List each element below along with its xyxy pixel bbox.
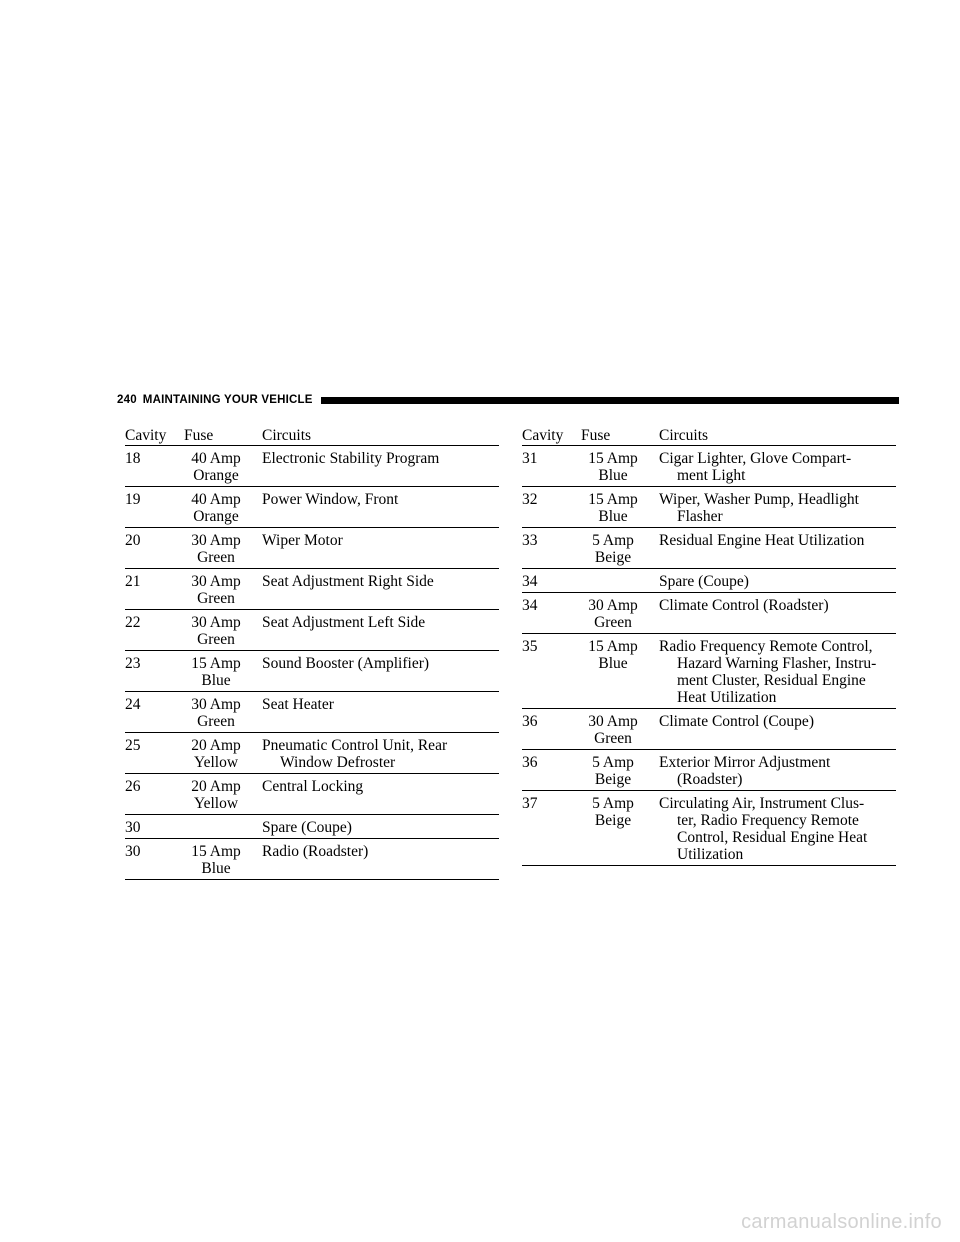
cavity-cell: 26	[125, 774, 184, 815]
cavity-cell: 36	[522, 750, 581, 791]
circuits-line: ment Light	[677, 467, 746, 484]
fuse-line: 15 Amp	[588, 450, 638, 467]
circuits-cell	[262, 446, 499, 487]
column-header-cavity: Cavity	[125, 425, 184, 446]
circuits-line: Sound Booster (Amplifier)	[262, 655, 430, 672]
column-header-cavity: Cavity	[522, 425, 581, 446]
table-row	[125, 733, 499, 774]
table-row	[125, 446, 499, 487]
cavity-cell: 30	[125, 815, 184, 839]
circuits-line: Wiper, Washer Pump, Headlight	[659, 491, 859, 508]
fuse-line: Orange	[193, 467, 239, 484]
circuits-cell	[262, 692, 499, 733]
fuse-line: 30 Amp	[191, 573, 241, 590]
table-row	[522, 750, 896, 791]
table-row	[125, 692, 499, 733]
circuits-line: Residual Engine Heat Utilization	[659, 532, 865, 549]
cavity-cell: 36	[522, 709, 581, 750]
fuse-cell	[184, 692, 262, 733]
fuse-line: Blue	[598, 508, 628, 525]
fuse-cell	[581, 487, 659, 528]
fuse-cell	[581, 446, 659, 487]
circuits-cell	[659, 750, 896, 791]
circuits-cell	[262, 528, 499, 569]
fuse-cell	[184, 774, 262, 815]
circuits-cell	[659, 569, 896, 593]
fuse-line: 30 Amp	[191, 532, 241, 549]
table-row	[522, 569, 896, 593]
circuits-line: ment Cluster, Residual Engine	[677, 672, 866, 689]
fuse-line: 15 Amp	[191, 843, 241, 860]
cavity-cell: 21	[125, 569, 184, 610]
fuse-line: 5 Amp	[592, 754, 634, 771]
fuse-line: 40 Amp	[191, 491, 241, 508]
circuits-cell	[262, 733, 499, 774]
circuits-line: Spare (Coupe)	[659, 573, 749, 590]
circuits-line: Radio (Roadster)	[262, 843, 369, 860]
circuits-line: Hazard Warning Flasher, Instru-	[677, 655, 877, 672]
column-header-fuse: Fuse	[581, 425, 659, 446]
fuse-line: Green	[197, 590, 235, 607]
cavity-cell: 23	[125, 651, 184, 692]
fuse-cell	[581, 709, 659, 750]
cavity-cell: 31	[522, 446, 581, 487]
table-row	[125, 487, 499, 528]
fuse-cell	[581, 569, 659, 593]
table-row	[125, 651, 499, 692]
circuits-cell	[659, 528, 896, 569]
circuits-line: Window Defroster	[280, 754, 396, 771]
fuse-line: 5 Amp	[592, 532, 634, 549]
fuse-line: Blue	[598, 467, 628, 484]
fuse-line: 20 Amp	[191, 778, 241, 795]
page-header	[117, 392, 899, 408]
circuits-line: (Roadster)	[677, 771, 743, 788]
column-header-fuse: Fuse	[184, 425, 262, 446]
fuse-line: 5 Amp	[592, 795, 634, 812]
table-row	[522, 446, 896, 487]
table-row	[125, 569, 499, 610]
fuse-line: 30 Amp	[191, 696, 241, 713]
fuse-line: Beige	[594, 771, 632, 788]
circuits-line: Exterior Mirror Adjustment	[659, 754, 831, 771]
table-row	[125, 815, 499, 839]
cavity-cell: 32	[522, 487, 581, 528]
cavity-cell: 22	[125, 610, 184, 651]
circuits-line: Climate Control (Roadster)	[659, 597, 829, 614]
fuse-line: 15 Amp	[588, 491, 638, 508]
circuits-cell	[262, 839, 499, 880]
fuse-line: 30 Amp	[588, 597, 638, 614]
circuits-line: Control, Residual Engine Heat	[677, 829, 868, 846]
circuits-cell	[659, 446, 896, 487]
circuits-line: Power Window, Front	[262, 491, 399, 508]
table-row	[522, 791, 896, 866]
fuse-cell	[184, 610, 262, 651]
circuits-cell	[262, 569, 499, 610]
fuse-cell	[581, 593, 659, 634]
circuits-line: Radio Frequency Remote Control,	[659, 638, 873, 655]
fuse-cell	[184, 651, 262, 692]
table-row	[125, 610, 499, 651]
table-row	[125, 528, 499, 569]
fuse-cell	[581, 634, 659, 709]
fuse-cell	[184, 446, 262, 487]
cavity-cell: 19	[125, 487, 184, 528]
fuse-line: Yellow	[193, 754, 239, 771]
circuits-line: Central Locking	[262, 778, 364, 795]
circuits-line: Spare (Coupe)	[262, 819, 352, 836]
cavity-cell: 25	[125, 733, 184, 774]
fuse-line: Blue	[201, 860, 231, 877]
cavity-cell: 34	[522, 593, 581, 634]
circuits-cell	[262, 815, 499, 839]
circuits-line: Flasher	[677, 508, 723, 525]
watermark: carmanualsonline.info	[741, 1211, 942, 1233]
fuse-line: Yellow	[193, 795, 239, 812]
circuits-line: Wiper Motor	[262, 532, 343, 549]
fuse-line: Green	[594, 730, 632, 747]
fuse-cell	[184, 487, 262, 528]
circuits-cell	[262, 774, 499, 815]
circuits-cell	[262, 651, 499, 692]
fuse-cell	[184, 569, 262, 610]
circuits-line: Seat Adjustment Left Side	[262, 614, 426, 631]
circuits-cell	[659, 634, 896, 709]
fuse-table-left	[125, 425, 499, 880]
circuits-cell	[659, 593, 896, 634]
fuse-line: Blue	[201, 672, 231, 689]
fuse-cell	[184, 839, 262, 880]
circuits-line: Pneumatic Control Unit, Rear	[262, 737, 448, 754]
fuse-line: Blue	[598, 655, 628, 672]
fuse-line: Beige	[594, 549, 632, 566]
table-row	[125, 839, 499, 880]
fuse-line: 30 Amp	[191, 614, 241, 631]
table-row	[125, 774, 499, 815]
fuse-line: Orange	[193, 508, 239, 525]
table-row	[522, 487, 896, 528]
fuse-line: Green	[197, 713, 235, 730]
fuse-line: 30 Amp	[588, 713, 638, 730]
circuits-cell	[659, 791, 896, 866]
circuits-cell	[262, 487, 499, 528]
header-rule	[321, 397, 899, 404]
fuse-table-right	[522, 425, 896, 866]
circuits-line: Seat Adjustment Right Side	[262, 573, 434, 590]
circuits-line: Circulating Air, Instrument Clus-	[659, 795, 865, 812]
fuse-cell	[581, 528, 659, 569]
fuse-cell	[184, 815, 262, 839]
fuse-line: Green	[594, 614, 632, 631]
circuits-line: Electronic Stability Program	[262, 450, 440, 467]
fuse-line: 20 Amp	[191, 737, 241, 754]
circuits-line: Cigar Lighter, Glove Compart-	[659, 450, 852, 467]
table-row	[522, 528, 896, 569]
circuits-line: Utilization	[677, 846, 744, 863]
circuits-line: Seat Heater	[262, 696, 334, 713]
circuits-line: Climate Control (Coupe)	[659, 713, 814, 730]
cavity-cell: 35	[522, 634, 581, 709]
fuse-line: Beige	[594, 812, 632, 829]
page-number: 240	[117, 394, 137, 406]
cavity-cell: 37	[522, 791, 581, 866]
circuits-line: ter, Radio Frequency Remote	[677, 812, 859, 829]
fuse-cell	[581, 791, 659, 866]
table-header-row	[522, 425, 896, 446]
fuse-line: 15 Amp	[191, 655, 241, 672]
cavity-cell: 30	[125, 839, 184, 880]
circuits-cell	[659, 709, 896, 750]
table-row	[522, 709, 896, 750]
table-row	[522, 593, 896, 634]
table-header-row	[125, 425, 499, 446]
cavity-cell: 18	[125, 446, 184, 487]
cavity-cell: 34	[522, 569, 581, 593]
fuse-cell	[184, 528, 262, 569]
section-title: MAINTAINING YOUR VEHICLE	[142, 394, 313, 406]
table-row	[522, 634, 896, 709]
fuse-line: 40 Amp	[191, 450, 241, 467]
column-header-circuits: Circuits	[659, 425, 896, 446]
cavity-cell: 33	[522, 528, 581, 569]
cavity-cell: 20	[125, 528, 184, 569]
column-header-circuits: Circuits	[262, 425, 499, 446]
fuse-table-right-body	[522, 446, 896, 866]
cavity-cell: 24	[125, 692, 184, 733]
fuse-line: Green	[197, 549, 235, 566]
circuits-cell	[659, 487, 896, 528]
circuits-line: Heat Utilization	[677, 689, 777, 706]
fuse-cell	[184, 733, 262, 774]
fuse-line: Green	[197, 631, 235, 648]
fuse-cell	[581, 750, 659, 791]
circuits-cell	[262, 610, 499, 651]
fuse-line: 15 Amp	[588, 638, 638, 655]
fuse-table-left-body	[125, 446, 499, 880]
